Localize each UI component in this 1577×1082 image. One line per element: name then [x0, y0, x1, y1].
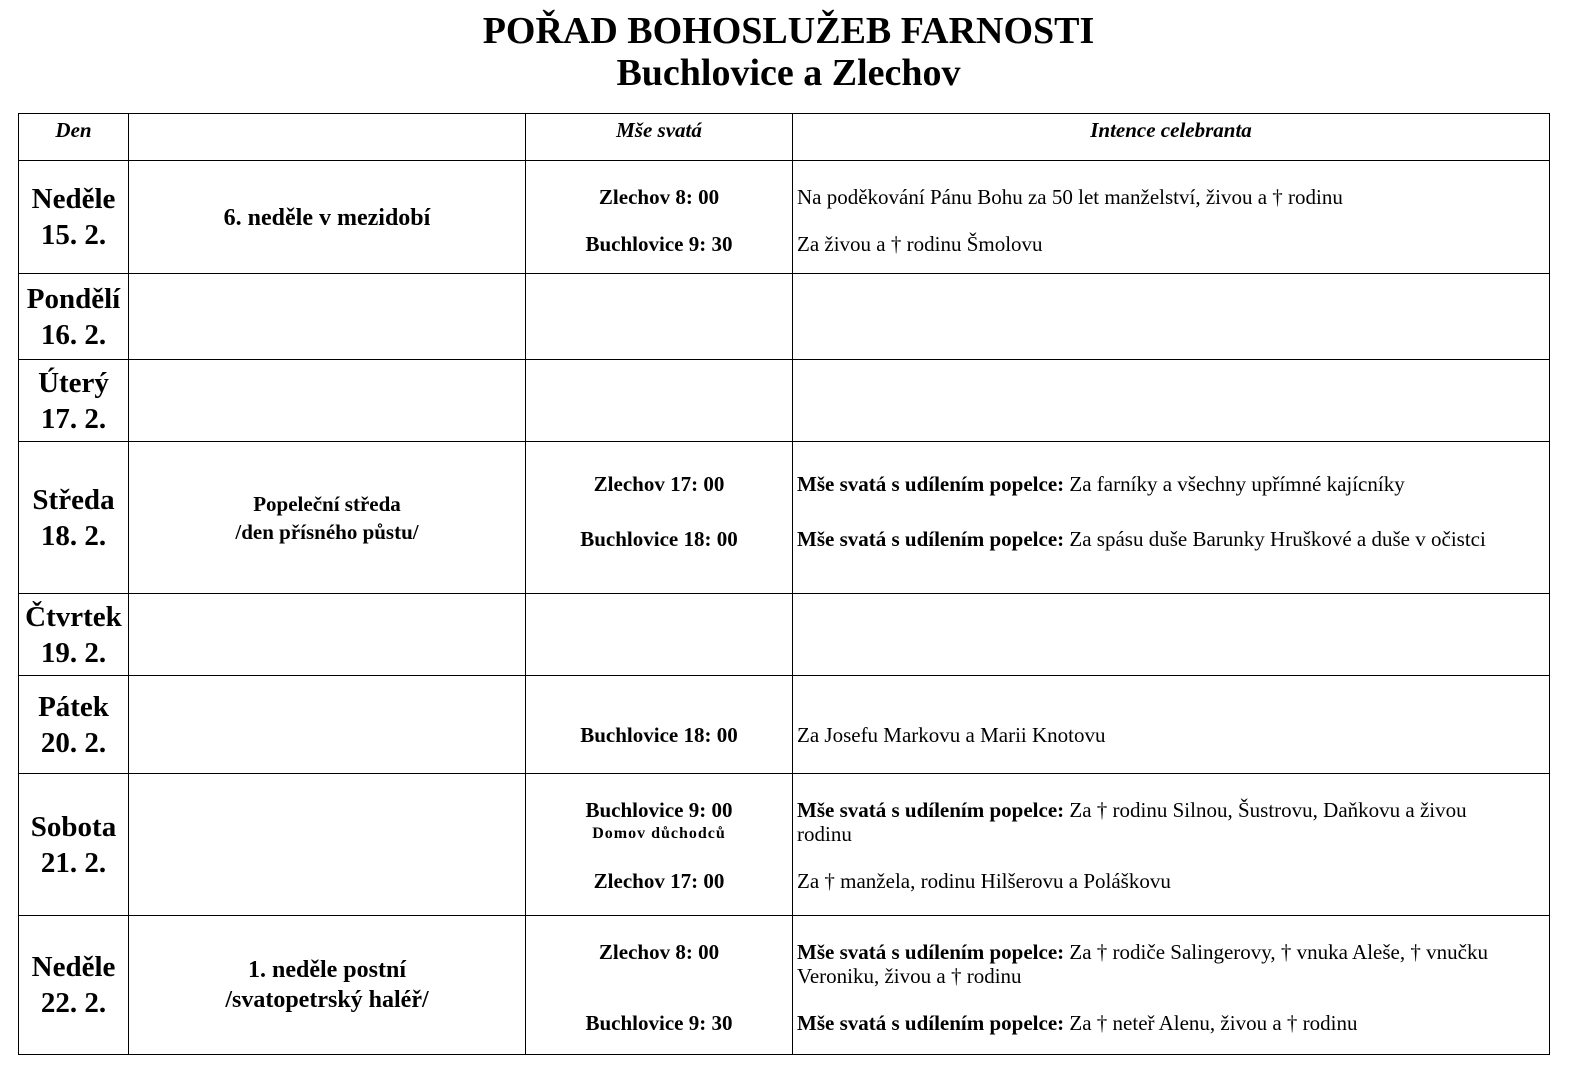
day-date: 17. 2.	[40, 402, 107, 435]
header-occasion	[129, 114, 526, 161]
occasion-text: Popeleční středa	[253, 491, 401, 516]
day-cell	[19, 442, 129, 594]
day-cell	[19, 360, 129, 442]
day-date: 21. 2.	[40, 846, 107, 879]
occasion-cell	[129, 916, 526, 1055]
table-row	[19, 594, 1550, 676]
intention-text: Za živou a † rodinu Šmolovu	[797, 232, 1043, 256]
intention-cell	[793, 442, 1550, 594]
page-title	[0, 10, 1577, 94]
day-name: Úterý	[38, 366, 109, 399]
occasion-text: 6. neděle v mezidobí	[223, 205, 431, 231]
mass-cell	[526, 594, 793, 676]
table-row	[19, 774, 1550, 916]
mass-location-note: Domov důchodců	[592, 825, 726, 842]
day-cell	[19, 594, 129, 676]
occasion-note: /svatopetrský haléř/	[225, 987, 429, 1013]
mass-cell	[526, 161, 793, 274]
day-date: 16. 2.	[40, 318, 107, 351]
occasion-note: /den přísného půstu/	[235, 519, 419, 544]
occasion-cell	[129, 360, 526, 442]
occasion-cell	[129, 774, 526, 916]
mass-time: Zlechov 17: 00	[593, 472, 725, 496]
intention-prefix: Mše svatá s udílením popelce:	[797, 940, 1065, 964]
intention-prefix: Mše svatá s udílením popelce:	[797, 798, 1065, 822]
intention-prefix: Mše svatá s udílením popelce:	[797, 1011, 1065, 1035]
mass-time: Zlechov 17: 00	[593, 869, 725, 893]
mass-time: Buchlovice 9: 30	[585, 1011, 733, 1035]
intention-prefix: Mše svatá s udílením popelce:	[797, 472, 1065, 496]
intention-cell	[793, 916, 1550, 1055]
day-name: Pátek	[38, 690, 109, 723]
mass-time: Buchlovice 18: 00	[580, 527, 738, 551]
mass-cell	[526, 676, 793, 774]
intention-text: Za † manžela, rodinu Hilšerovu a Poláškovu	[797, 869, 1171, 893]
table-row	[19, 676, 1550, 774]
day-date: 18. 2.	[40, 519, 107, 552]
intention-cell	[793, 774, 1550, 916]
intention-text	[797, 798, 1509, 846]
mass-time: Buchlovice 9: 00	[585, 798, 733, 822]
day-name: Čtvrtek	[25, 600, 122, 633]
occasion-cell	[129, 274, 526, 360]
intention-text	[797, 940, 1509, 988]
mass-cell	[526, 774, 793, 916]
intention-body: Za † rodiče Salingerovy, † vnuka Aleše, † vnučku Veroniku, živou a † rodinu	[797, 940, 1488, 988]
intention-text	[797, 1011, 1509, 1035]
day-date: 20. 2.	[40, 726, 107, 759]
intention-prefix: Mše svatá s udílením popelce:	[797, 527, 1065, 551]
title-line-1: POŘAD BOHOSLUŽEB FARNOSTI	[482, 10, 1095, 52]
occasion-text: 1. neděle postní	[247, 957, 406, 983]
day-name: Neděle	[31, 183, 116, 215]
day-name: Středa	[32, 483, 115, 516]
day-cell	[19, 161, 129, 274]
intention-text	[797, 527, 1509, 551]
intention-cell	[793, 360, 1550, 442]
day-cell	[19, 676, 129, 774]
occasion-cell	[129, 676, 526, 774]
header-day: Den	[19, 114, 129, 161]
mass-cell	[526, 442, 793, 594]
intention-body: Za spásu duše Barunky Hruškové a duše v očistci	[1064, 527, 1486, 551]
mass-time: Zlechov 8: 00	[598, 185, 720, 209]
mass-time: Buchlovice 9: 30	[585, 232, 733, 256]
header-row	[19, 114, 1550, 161]
intention-text: Za Josefu Markovu a Marii Knotovu	[797, 723, 1106, 747]
intention-body: Za farníky a všechny upřímné kajícníky	[1064, 472, 1405, 496]
intention-text	[797, 472, 1509, 496]
intention-body: Za † rodinu Silnou, Šustrovu, Daňkovu a živou rodinu	[797, 798, 1467, 846]
day-name: Pondělí	[26, 282, 121, 315]
table-row	[19, 161, 1550, 274]
intention-cell	[793, 161, 1550, 274]
header-mass: Mše svatá	[526, 114, 793, 161]
table-row	[19, 360, 1550, 442]
mass-cell	[526, 274, 793, 360]
intention-cell	[793, 594, 1550, 676]
intention-text: Na poděkování Pánu Bohu za 50 let manželství, živou a † rodinu	[797, 185, 1343, 209]
mass-time: Buchlovice 18: 00	[580, 723, 738, 747]
title-line-2: Buchlovice a Zlechov	[616, 52, 961, 94]
day-date: 19. 2.	[40, 636, 107, 669]
table-row	[19, 274, 1550, 360]
day-cell	[19, 774, 129, 916]
occasion-cell	[129, 161, 526, 274]
day-name: Sobota	[30, 810, 117, 843]
mass-cell	[526, 360, 793, 442]
day-name: Neděle	[31, 951, 116, 983]
day-date: 15. 2.	[40, 219, 107, 251]
occasion-cell	[129, 442, 526, 594]
occasion-cell	[129, 594, 526, 676]
mass-cell	[526, 916, 793, 1055]
header-intention: Intence celebranta	[793, 114, 1550, 161]
intention-body: Za † neteř Alenu, živou a † rodinu	[1064, 1011, 1358, 1035]
day-date: 22. 2.	[40, 987, 107, 1019]
table-row	[19, 442, 1550, 594]
table-row	[19, 916, 1550, 1055]
schedule-table	[18, 113, 1550, 1055]
intention-cell	[793, 676, 1550, 774]
mass-time: Zlechov 8: 00	[598, 940, 720, 964]
day-cell	[19, 916, 129, 1055]
intention-cell	[793, 274, 1550, 360]
day-cell	[19, 274, 129, 360]
